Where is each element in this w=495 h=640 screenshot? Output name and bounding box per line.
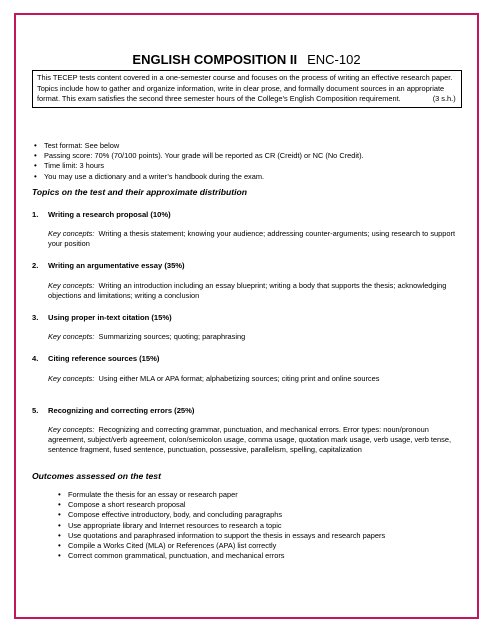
list-item: • Formulate the thesis for an essay or research paper bbox=[58, 490, 385, 500]
topic-number: 2. bbox=[32, 261, 39, 270]
key-concepts-text: Using either MLA or APA format; alphabetizing sources; citing print and online sources bbox=[98, 374, 380, 383]
key-concepts-label: Key concepts: bbox=[48, 229, 95, 238]
key-concepts bbox=[48, 281, 468, 301]
test-facts-list bbox=[34, 141, 364, 182]
topics-heading: Topics on the test and their approximate distribution bbox=[32, 187, 248, 197]
list-item: • You may use a dictionary and a writer’s handbook during the exam. bbox=[34, 172, 364, 182]
list-item: • Compile a Works Cited (MLA) or References (APA) list correctly bbox=[58, 541, 385, 551]
topic-heading bbox=[32, 261, 185, 270]
topic-title: Using proper in-text citation (15%) bbox=[48, 313, 172, 322]
key-concepts-label: Key concepts: bbox=[48, 374, 95, 383]
topic-heading bbox=[32, 406, 194, 415]
course-title: ENGLISH COMPOSITION II bbox=[132, 52, 298, 67]
key-concepts-label: Key concepts: bbox=[48, 332, 95, 341]
outcomes-heading: Outcomes assessed on the test bbox=[32, 471, 161, 481]
key-concepts bbox=[48, 332, 468, 342]
topic-heading bbox=[32, 210, 171, 219]
list-item: • Correct common grammatical, punctuation, and mechanical errors bbox=[58, 551, 385, 561]
credit-hours: (3 s.h.) bbox=[432, 94, 456, 103]
list-item: • Use appropriate library and Internet resources to research a topic bbox=[58, 521, 385, 531]
topic-number: 5. bbox=[32, 406, 39, 415]
key-concepts bbox=[48, 229, 468, 249]
topic-number: 1. bbox=[32, 210, 39, 219]
list-item: • Test format: See below bbox=[34, 141, 364, 151]
list-item: • Passing score: 70% (70/100 points). Your grade will be reported as CR (Creidt) or NC (No Credit). bbox=[34, 151, 364, 161]
topic-title: Recognizing and correcting errors (25%) bbox=[48, 406, 195, 415]
topic-title: Citing reference sources (15%) bbox=[48, 354, 160, 363]
topic-heading bbox=[32, 313, 172, 322]
page-border bbox=[14, 13, 479, 619]
course-code: ENC-102 bbox=[307, 52, 361, 67]
topic-title: Writing a research proposal (10%) bbox=[48, 210, 171, 219]
intro-text: This TECEP tests content covered in a one-semester course and focuses on the process of writing an effective research paper. Topics include how to gather and organize information, write in clear prose, and formally document sources in an appropriate format. This exam satisfies the second three semester hours of the College’s English Composition requirement. bbox=[37, 73, 453, 103]
page-title bbox=[16, 52, 477, 68]
key-concepts bbox=[48, 374, 468, 384]
list-item: • Time limit: 3 hours bbox=[34, 161, 364, 171]
topic-heading bbox=[32, 354, 159, 363]
intro-box bbox=[32, 70, 462, 108]
key-concepts-text: Writing an introduction including an essay blueprint; writing a body that supports the thesis; acknowledging objections and limitations; writing a conclusion bbox=[48, 281, 447, 301]
outcomes-list bbox=[58, 490, 385, 561]
topic-number: 4. bbox=[32, 354, 39, 363]
list-item: • Compose a short research proposal bbox=[58, 500, 385, 510]
list-item: • Use quotations and paraphrased information to support the thesis in essays and research papers bbox=[58, 531, 385, 541]
topic-title: Writing an argumentative essay (35%) bbox=[48, 261, 185, 270]
key-concepts-text: Recognizing and correcting grammar, punctuation, and mechanical errors. Error types: noun/pronoun agreement, subject/verb agreement, colon/semicolon usage, comma usage, quotation mark usage, verb usage, verb tense, sentence fragment, fused sentence, punctuation, possessive, parallelism, spelling, capitalization bbox=[48, 425, 452, 455]
topic-number: 3. bbox=[32, 313, 39, 322]
key-concepts-text: Writing a thesis statement; knowing your audience; addressing counter-arguments; using research to support your position bbox=[48, 229, 455, 249]
key-concepts bbox=[48, 425, 468, 456]
key-concepts-label: Key concepts: bbox=[48, 425, 95, 434]
list-item: • Compose effective introductory, body, and concluding paragraphs bbox=[58, 510, 385, 520]
key-concepts-label: Key concepts: bbox=[48, 281, 95, 290]
key-concepts-text: Summarizing sources; quoting; paraphrasing bbox=[98, 332, 246, 341]
